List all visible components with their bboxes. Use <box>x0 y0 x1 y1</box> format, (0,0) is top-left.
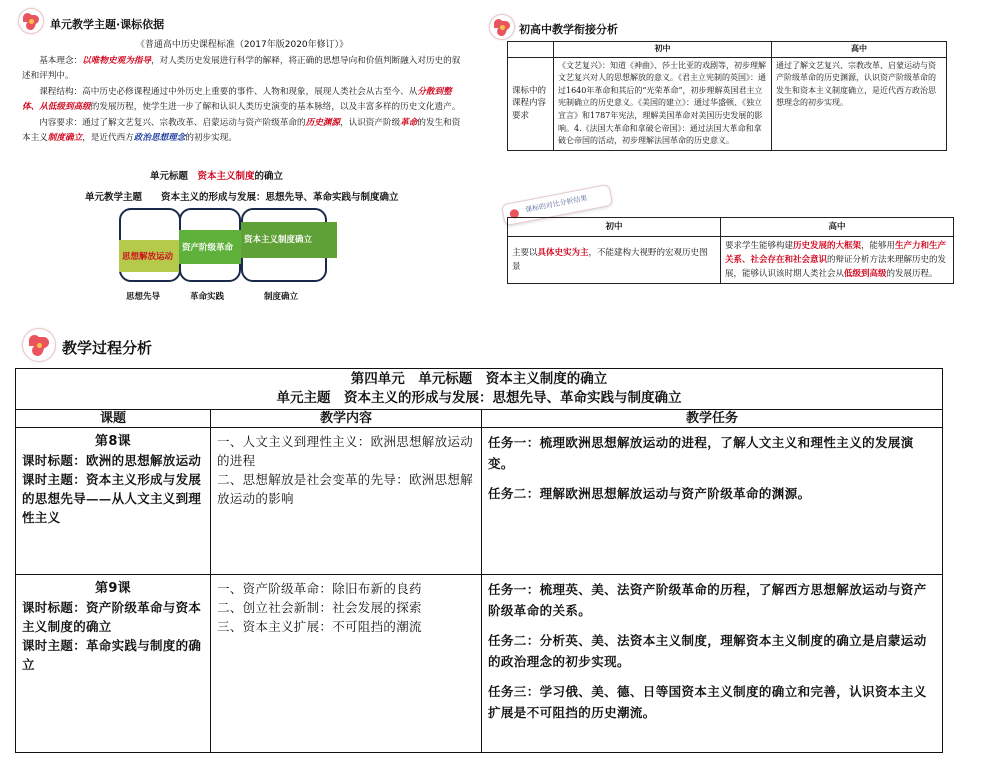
table-row <box>16 428 943 575</box>
diagram-band-system: 资本主义制度确立 <box>241 222 337 258</box>
unit-row: 第四单元 单元标题 资本主义制度的确立 单元主题 资本主义的形成与发展：思想先导、革命实践与制度确立 <box>16 369 943 410</box>
tasks-cell: 任务一：梳理欧洲思想解放运动的进程，了解人文主义和理性主义的发展演变。 任务二：理解欧洲思想解放运动与资产阶级革命的渊源。 <box>482 428 943 575</box>
diagram-caption-thought: 思想先导 <box>126 292 161 302</box>
comparison-stamp: 课标的对比分析结果 <box>501 184 613 227</box>
content-cell: 一、人文主义到理性主义：欧洲思想解放运动的进程 二、思想解放是社会变革的先导：欧洲思想解放运动的影响 <box>211 428 482 575</box>
teaching-process-table <box>15 368 943 753</box>
senior-result: 要求学生能够构建历史发展的大框架，能够用生产力和生产关系、社会存在和社会意识的辩证分析方法来理解历史的发展，能够认识该时期人类社会从低级到高级的发展历程。 <box>721 237 954 284</box>
column-senior: 高中 <box>772 42 947 58</box>
junior-requirements: 《文艺复兴》：知道《神曲》、莎士比亚的戏剧等，初步理解文艺复兴对人的思想解放的意义。《君主立宪制的英国》：通过1640年革命和其后的“光荣革命”，初步理解英国君主立宪制确立的历史意义。《美国的建立》：通过华盛顿、《独立宣言》和1787年宪法，理解美国革命对美国历史发展的影响。4.《法国大革命和拿破仑帝国》：通过法国大革命和拿破仑帝国的活动，初步理解法国革命的历史意义。 <box>554 57 772 150</box>
section-title-process: 教学过程分析 <box>62 339 153 357</box>
lesson-cell: 第8课 课时标题：欧洲的思想解放运动 课时主题：资本主义形成与发展的思想先导——从人文主义到理性主义 <box>16 428 211 575</box>
lesson-cell: 第9课 课时标题：资产阶级革命与资本主义制度的确立 课时主题：革命实践与制度的确立 <box>16 575 211 753</box>
column-lesson: 课题 <box>16 410 211 428</box>
junior-result: 主要以具体史实为主，不能建构大视野的宏观历史图景 <box>508 237 721 284</box>
column-junior: 初中 <box>508 218 721 237</box>
section-title-standard: 单元教学主题·课标依据 <box>50 18 165 31</box>
content-cell: 一、资产阶级革命：除旧布新的良药 二、创立社会新制：社会发展的探索 三、资本主义扩展：不可阻挡的潮流 <box>211 575 482 753</box>
flower-icon <box>22 328 56 362</box>
basic-concept: 基本理念：以唯物史观为指导，对人类历史发展进行科学的解释，将正确的思想导向和价值判断融入对历史的叙述和评判中。 <box>22 55 461 81</box>
comparison-result-table <box>507 217 954 284</box>
topic-row: 单元主题 资本主义的形成与发展：思想先导、革命实践与制度确立 <box>276 390 682 406</box>
column-junior: 初中 <box>554 42 772 58</box>
flower-icon <box>18 8 44 34</box>
curriculum-alignment-table <box>507 41 947 151</box>
row-label: 课标中的课程内容要求 <box>508 57 554 150</box>
table-corner <box>508 42 554 58</box>
content-requirements: 内容要求：通过了解文艺复兴、宗教改革、启蒙运动与资产阶级革命的历史渊源，认识资产阶级革命的发生和资本主义制度确立，是近代西方政治思想理念的初步实现。 <box>22 117 461 143</box>
flower-icon <box>489 14 515 40</box>
section-title-alignment: 初高中教学衔接分析 <box>519 23 618 36</box>
standard-title: 《普通高中历史课程标准（2017年版2020年修订）》 <box>135 40 349 50</box>
senior-requirements: 通过了解文艺复兴、宗教改革、启蒙运动与资产阶级革命的历史渊源，认识资产阶级革命的发生和资本主义制度确立，是近代西方政治思想理念的初步实现。 <box>772 57 947 150</box>
course-structure: 课程结构：高中历史必修课程通过中外历史上重要的事件、人物和现象，展现人类社会从古至今、从分散到整体、从低级到高级的发展历程，使学生进一步了解和认识人类历史演变的基本脉络，以及丰富多样的历史文化遗产。 <box>22 86 461 112</box>
tasks-cell: 任务一：梳理英、美、法资产阶级革命的历程，了解西方思想解放运动与资产阶级革命的关系。 任务二：分析英、美、法资本主义制度，理解资本主义制度的确立是启蒙运动的政治理念的初步实现。 任务三：学习俄、美、德、日等国资本主义制度的确立和完善，认识资本主义扩展是不可阻挡的历史潮流。 <box>482 575 943 753</box>
unit-title-line: 单元标题 资本主义制度的确立 <box>150 171 284 182</box>
column-senior: 高中 <box>721 218 954 237</box>
diagram-band-revolution: 资产阶级革命 <box>179 230 241 264</box>
table-row <box>16 575 943 753</box>
unit-topic-line: 单元教学主题 资本主义的形成与发展：思想先导、革命实践与制度确立 <box>85 192 399 203</box>
diagram-caption-revolution: 革命实践 <box>190 292 225 302</box>
diagram-caption-system: 制度确立 <box>264 292 299 302</box>
standard-text-block <box>22 38 462 147</box>
diagram-band-thought: 思想解放运动 <box>119 240 181 272</box>
column-content: 教学内容 <box>211 410 482 428</box>
column-tasks: 教学任务 <box>482 410 943 428</box>
